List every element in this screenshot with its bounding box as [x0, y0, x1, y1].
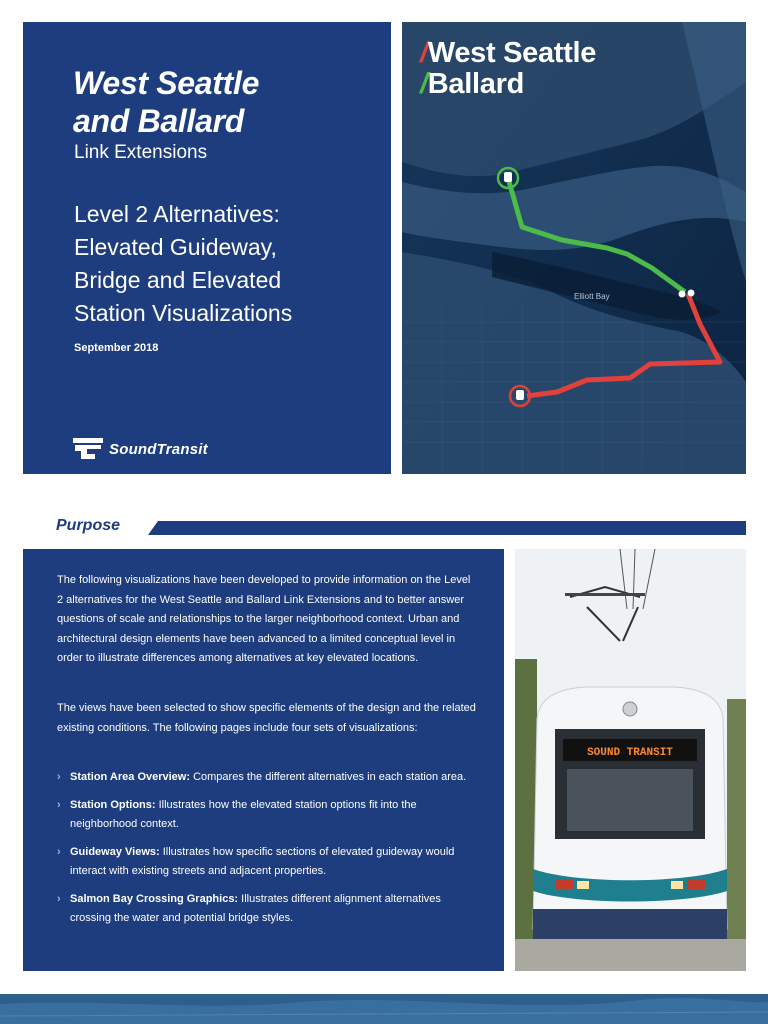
purpose-paragraph-1: The following visualizations have been developed to provide information on the Level 2 alternatives for the West Seattle and Ballard Link Extensions and to better answer questions of scale and relationships to the larger neighborhood context. Urban and architectural design elements have been advanced to a limited conceptual level in order to illustrate differences among alternatives at key elevated locations. [57, 574, 471, 664]
map-title [420, 38, 596, 100]
map-title-line1: West Seattle [427, 37, 597, 69]
list-item-text: Compares the different alternatives in each station area. [190, 771, 467, 783]
section-heading-rule [148, 521, 746, 535]
cover-level-line2: Elevated Guideway, [74, 234, 277, 260]
cover-subtitle: Link Extensions [74, 142, 208, 163]
bottom-aerial-texture [0, 994, 768, 1024]
cover-level-line4: Station Visualizations [74, 300, 293, 326]
logo-wordmark: SoundTransit [109, 440, 208, 458]
list-item-term: Station Area Overview: [70, 771, 191, 783]
sound-transit-logo-icon [73, 438, 103, 460]
map-title-line2: Ballard [427, 68, 524, 100]
section-heading: Purpose [56, 517, 121, 534]
cover-title-line1: West Seattle [73, 65, 260, 101]
list-item [57, 796, 477, 835]
light-rail-train-photo [515, 549, 746, 971]
cover-title-line2: and Ballard [73, 103, 244, 139]
chevron-right-icon: › [57, 845, 61, 858]
list-item [57, 768, 477, 788]
cover-level-line1: Level 2 Alternatives: [74, 201, 280, 227]
green-slash: / [420, 68, 428, 100]
destination-sign: SOUND TRANSIT [587, 747, 673, 759]
chevron-right-icon: › [57, 771, 61, 783]
red-slash: / [420, 37, 428, 69]
list-item-text: Illustrates how specific sections of elevated guideway would interact with existing streets and adjacent properties. [70, 845, 455, 877]
list-item [57, 843, 477, 882]
train-illustration [515, 549, 746, 971]
list-item [57, 890, 477, 929]
purpose-panel [23, 549, 504, 971]
cover-date: September 2018 [74, 342, 159, 354]
cover-title [73, 64, 373, 140]
map-water-label: Elliott Bay [574, 292, 610, 301]
cover-title-panel [23, 22, 391, 474]
list-item-text: Illustrates how the elevated station options fit into the neighborhood context. [70, 798, 417, 830]
list-item-term: Station Options: [70, 798, 156, 811]
visualization-types-list [57, 768, 477, 937]
cover-document-title [74, 198, 374, 330]
chevron-right-icon: › [57, 798, 61, 811]
chevron-right-icon: › [57, 892, 61, 905]
route-map-panel [402, 22, 746, 474]
cover-level-line3: Bridge and Elevated [74, 267, 282, 293]
sound-transit-logo [73, 435, 208, 463]
list-item-term: Guideway Views: [70, 845, 160, 858]
list-item-text: Illustrates different alignment alternatives crossing the water and potential bridge styles. [70, 892, 441, 924]
list-item-term: Salmon Bay Crossing Graphics: [70, 892, 239, 905]
purpose-paragraph-2: The views have been selected to show specific elements of the design and the related existing conditions. The following pages include four sets of visualizations: [57, 702, 476, 734]
bottom-aerial-image [0, 994, 768, 1024]
